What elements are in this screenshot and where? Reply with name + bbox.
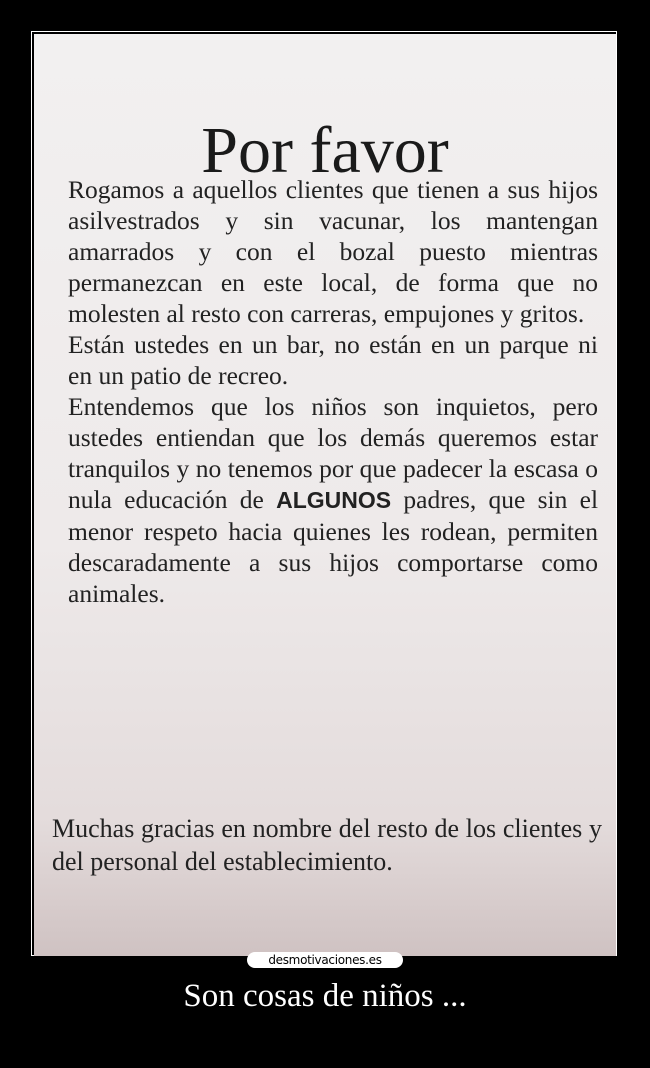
sign-photo xyxy=(34,34,616,956)
sign-title: Por favor xyxy=(201,114,449,187)
emphasis-algunos: ALGUNOS xyxy=(276,487,392,513)
watermark-logo[interactable]: desmotivaciones.es xyxy=(247,952,403,968)
sign-paragraph-3-start: Entendemos que los niños son inquietos, pero ustedes entiendan que los demás queremos estar tranquilos y no tenemos por que padecer la escasa o nula educación de xyxy=(68,392,598,514)
sign-thanks: Muchas gracias en nombre del resto de los clientes y del personal del establecimiento. xyxy=(52,814,602,876)
sign-paragraph-1: Rogamos a aquellos clientes que tienen a sus hijos asilvestrados y sin vacunar, los mantengan amarrados y con el bozal puesto mientras permanezcan en este local, de forma que no molesten al resto con carreras, empujones y gritos. xyxy=(68,175,598,328)
sign-paragraph-3 xyxy=(68,391,598,609)
sign-body xyxy=(68,174,598,609)
poster-caption: Son cosas de niños ... xyxy=(183,978,467,1014)
sign-paragraph-3-end: padres, que sin el menor respeto hacia quienes les rodean, permiten descaradamente a sus hijos comportarse como animales. xyxy=(68,485,599,608)
sign-paragraph-2: Están ustedes en un bar, no están en un parque ni en un patio de recreo. xyxy=(68,330,598,390)
